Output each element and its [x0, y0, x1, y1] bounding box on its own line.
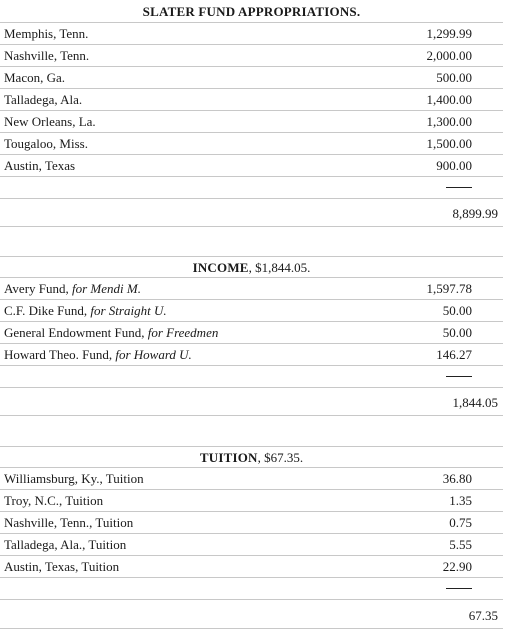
slater-heading: SLATER FUND APPROPRIATIONS. [142, 4, 361, 19]
row-label: Austin, Texas, Tuition [4, 559, 120, 574]
row-label: Tougaloo, Miss. [4, 136, 88, 151]
table-row [0, 45, 503, 67]
table-row [0, 512, 503, 534]
table-row [0, 534, 503, 556]
total-row [0, 388, 503, 416]
table-row [0, 133, 503, 155]
sum-rule-row [0, 177, 503, 199]
sum-rule [446, 376, 472, 377]
row-label: Talladega, Ala. [4, 92, 83, 107]
row-label: Macon, Ga. [4, 70, 66, 85]
tuition-total: 67.35 [468, 608, 498, 623]
row-label: Nashville, Tenn., Tuition [4, 515, 134, 530]
row-amount: 50.00 [442, 325, 472, 340]
slater-heading-row [0, 1, 503, 23]
row-amount: 1,597.78 [426, 281, 472, 296]
row-label: General Endowment Fund, for Freedmen [4, 325, 219, 340]
tuition-heading-row [0, 446, 503, 468]
row-amount: 2,000.00 [426, 48, 472, 63]
row-label: Memphis, Tenn. [4, 26, 89, 41]
table-row [0, 278, 503, 300]
row-label: Troy, N.C., Tuition [4, 493, 104, 508]
row-amount: 36.80 [442, 471, 472, 486]
row-label: Austin, Texas [4, 158, 76, 173]
row-label: Howard Theo. Fund, for Howard U. [4, 347, 192, 362]
sum-rule [446, 187, 472, 188]
income-total: 1,844.05 [452, 395, 498, 410]
sum-rule-row [0, 578, 503, 600]
row-label: C.F. Dike Fund, for Straight U. [4, 303, 167, 318]
row-label: Talladega, Ala., Tuition [4, 537, 127, 552]
sum-rule-row [0, 366, 503, 388]
table-row [0, 490, 503, 512]
row-amount: 900.00 [436, 158, 472, 173]
row-amount: 500.00 [436, 70, 472, 85]
table-row [0, 556, 503, 578]
row-amount: 0.75 [449, 515, 472, 530]
table-row [0, 89, 503, 111]
table-row [0, 322, 503, 344]
row-amount: 1.35 [449, 493, 472, 508]
table-row [0, 344, 503, 366]
table-row [0, 468, 503, 490]
row-amount: 1,400.00 [426, 92, 472, 107]
tuition-heading: TUITION, $67.35. [199, 450, 304, 465]
table-row [0, 23, 503, 45]
row-amount: 1,300.00 [426, 114, 472, 129]
row-label: Williamsburg, Ky., Tuition [4, 471, 144, 486]
income-heading: INCOME, $1,844.05. [192, 260, 311, 275]
table-row [0, 67, 503, 89]
row-amount: 1,500.00 [426, 136, 472, 151]
row-amount: 50.00 [442, 303, 472, 318]
row-amount: 22.90 [442, 559, 472, 574]
slater-total: 8,899.99 [452, 206, 498, 221]
income-heading-row [0, 256, 503, 278]
row-amount: 146.27 [436, 347, 472, 362]
row-amount: 5.55 [449, 537, 472, 552]
row-amount: 1,299.99 [426, 26, 472, 41]
row-label: Avery Fund, for Mendi M. [4, 281, 141, 296]
table-row [0, 300, 503, 322]
total-row [0, 199, 503, 227]
row-label: Nashville, Tenn. [4, 48, 90, 63]
sum-rule [446, 588, 472, 589]
table-row [0, 155, 503, 177]
table-row [0, 111, 503, 133]
total-row [0, 600, 503, 629]
row-label: New Orleans, La. [4, 114, 96, 129]
